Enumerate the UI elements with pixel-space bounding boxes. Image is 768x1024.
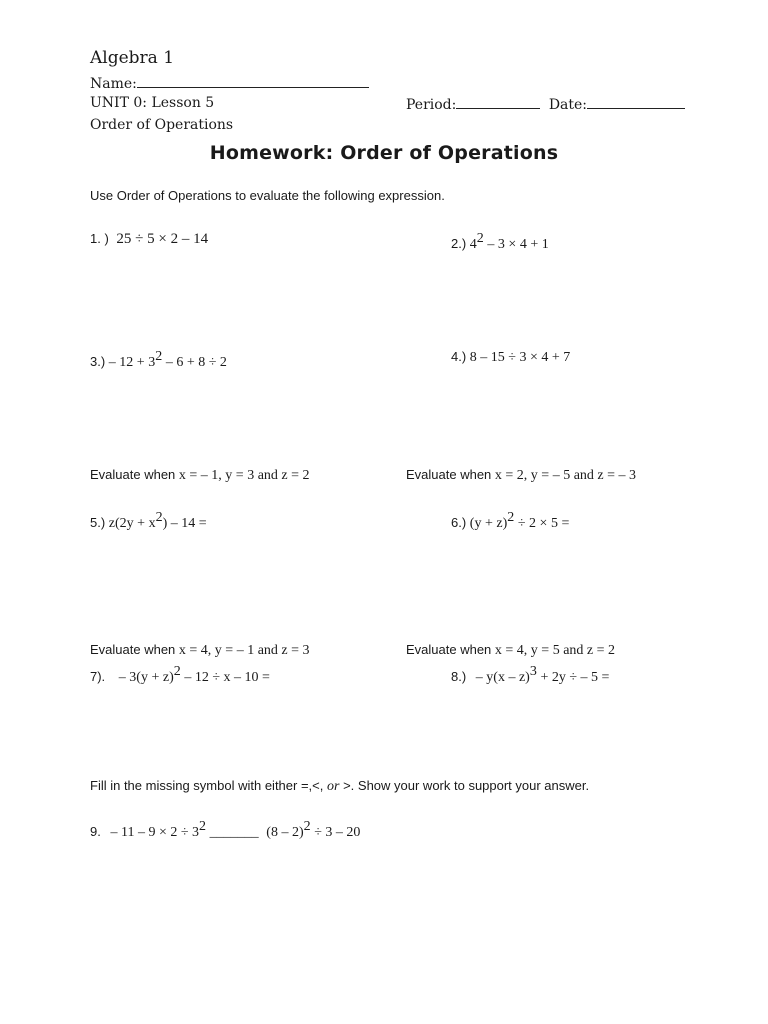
problem-6 bbox=[451, 510, 569, 532]
problem-9-blank[interactable]: _______ bbox=[209, 825, 259, 840]
problem-3-part-a: – 12 + 3 bbox=[108, 355, 156, 370]
evaluate-4-values: x = 4, y = 5 and z = 2 bbox=[494, 643, 616, 658]
problem-6-rest: ÷ 2 × 5 = bbox=[517, 516, 570, 531]
period-date-line bbox=[406, 95, 685, 113]
evaluate-1-values: x = – 1, y = 3 and z = 2 bbox=[178, 468, 310, 483]
problem-7-part-a: – 3(y + z) bbox=[118, 670, 174, 685]
problem-8-exponent: 3 bbox=[529, 664, 537, 679]
fill-in-instructions bbox=[90, 778, 589, 795]
page-title: Homework: Order of Operations bbox=[209, 142, 559, 164]
fill-in-text-b: >. Show your work to support your answer. bbox=[343, 778, 590, 793]
evaluate-3 bbox=[90, 642, 310, 659]
problem-1 bbox=[90, 231, 208, 248]
problem-2-base: 4 bbox=[469, 237, 477, 252]
problem-4-expression: 8 – 15 ÷ 3 × 4 + 7 bbox=[469, 350, 571, 365]
problem-9 bbox=[90, 819, 360, 841]
evaluate-3-label: Evaluate when bbox=[90, 642, 176, 657]
problem-3 bbox=[90, 349, 227, 371]
problem-7-number: 7). bbox=[90, 669, 106, 684]
problem-5-number: 5.) bbox=[90, 515, 106, 530]
problem-2-rest: – 3 × 4 + 1 bbox=[487, 237, 549, 252]
fill-in-or: or bbox=[327, 779, 340, 794]
evaluate-3-values: x = 4, y = – 1 and z = 3 bbox=[178, 643, 310, 658]
problem-3-rest: – 6 + 8 ÷ 2 bbox=[165, 355, 227, 370]
problem-8-number: 8.) bbox=[451, 669, 467, 684]
evaluate-2-values: x = 2, y = – 5 and z = – 3 bbox=[494, 468, 637, 483]
problem-9-number: 9. bbox=[90, 824, 101, 839]
problem-4 bbox=[451, 349, 570, 366]
problem-1-number: 1. ) bbox=[90, 231, 109, 246]
problem-7-rest: – 12 ÷ x – 10 = bbox=[184, 670, 270, 685]
unit-lesson: UNIT 0: Lesson 5 bbox=[90, 95, 215, 111]
problem-6-part-a: (y + z) bbox=[469, 516, 508, 531]
course-title: Algebra 1 bbox=[90, 48, 175, 68]
problem-1-expression: 25 ÷ 5 × 2 – 14 bbox=[116, 231, 209, 247]
problem-8-part-a: – y(x – z) bbox=[475, 670, 530, 685]
problem-9-part-a: – 11 – 9 × 2 ÷ 3 bbox=[110, 825, 200, 840]
evaluate-4 bbox=[406, 642, 615, 659]
name-blank[interactable] bbox=[137, 74, 369, 88]
problem-9-exponent: 2 bbox=[199, 819, 207, 834]
problem-2-number: 2.) bbox=[451, 236, 467, 251]
problem-9-part-b: (8 – 2) bbox=[266, 825, 304, 840]
problem-6-exponent: 2 bbox=[507, 510, 515, 525]
problem-9-rest: ÷ 3 – 20 bbox=[314, 825, 361, 840]
problem-3-exponent: 2 bbox=[155, 349, 163, 364]
problem-3-number: 3.) bbox=[90, 354, 106, 369]
problem-6-number: 6.) bbox=[451, 515, 467, 530]
fill-in-text-a: Fill in the missing symbol with either =,<, bbox=[90, 778, 324, 793]
problem-8-rest: + 2y ÷ – 5 = bbox=[540, 670, 610, 685]
problem-7-exponent: 2 bbox=[173, 664, 181, 679]
problem-9-exponent-2: 2 bbox=[303, 819, 311, 834]
instructions: Use Order of Operations to evaluate the following expression. bbox=[90, 188, 445, 203]
problem-5-part-a: z(2y + x bbox=[108, 516, 156, 531]
evaluate-4-label: Evaluate when bbox=[406, 642, 492, 657]
evaluate-1 bbox=[90, 467, 310, 484]
problem-5-exponent: 2 bbox=[155, 510, 163, 525]
evaluate-1-label: Evaluate when bbox=[90, 467, 176, 482]
name-line bbox=[90, 74, 369, 92]
problem-2 bbox=[451, 231, 549, 253]
period-blank[interactable] bbox=[456, 95, 540, 109]
date-label: Date: bbox=[548, 97, 588, 113]
problem-8 bbox=[451, 664, 609, 686]
topic: Order of Operations bbox=[90, 117, 234, 133]
evaluate-2-label: Evaluate when bbox=[406, 467, 492, 482]
name-label: Name: bbox=[90, 76, 137, 92]
date-blank[interactable] bbox=[587, 95, 685, 109]
problem-4-number: 4.) bbox=[451, 349, 467, 364]
period-label: Period: bbox=[406, 97, 457, 113]
problem-5 bbox=[90, 510, 207, 532]
evaluate-2 bbox=[406, 467, 636, 484]
problem-5-rest: ) – 14 = bbox=[162, 516, 207, 531]
problem-2-exponent: 2 bbox=[476, 231, 484, 246]
problem-7 bbox=[90, 664, 270, 686]
